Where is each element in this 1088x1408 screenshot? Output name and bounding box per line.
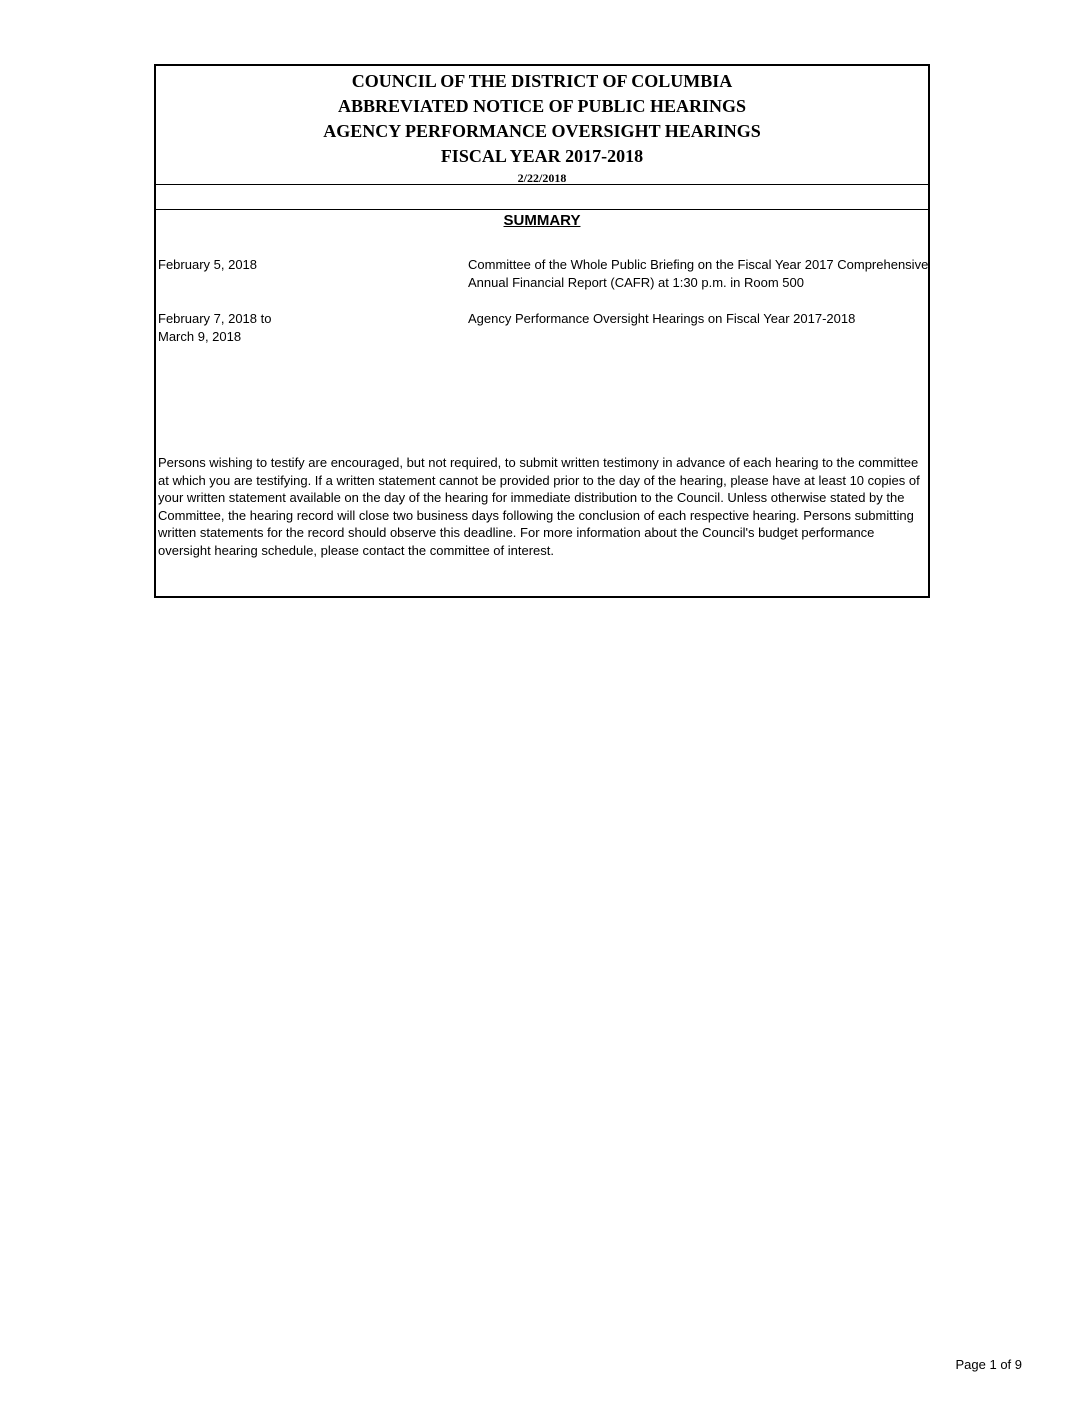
title-hearings: AGENCY PERFORMANCE OVERSIGHT HEARINGS — [323, 121, 761, 141]
title-notice: ABBREVIATED NOTICE OF PUBLIC HEARINGS — [337, 96, 747, 116]
summary-divider — [156, 209, 928, 210]
page-number: Page 1 of 9 — [955, 1357, 1022, 1372]
summary-row-date: February 5, 2018 — [158, 257, 258, 272]
summary-row-date: February 7, 2018 to March 9, 2018 — [158, 311, 272, 344]
testimony-notice-paragraph: Persons wishing to testify are encouraged, but not required, to submit written testimony in advance of each hearing to the committee at which you are testifying. If a written statement cannot be provided prior to the day of the hearing, please have at least 10 copies of your written statement available on the day of the hearing for immediate distribution to the Council. Unless otherwise stated by the Committee, the hearing record will close two business days following the conclusion of each respective hearing. Persons submitting written statements for the record should observe this deadline. For more information about the Council's budget performance oversight hearing schedule, please contact the committee of interest. — [158, 455, 920, 558]
notice-box — [154, 64, 930, 598]
document-date: 2/22/2018 — [517, 171, 567, 185]
title-council: COUNCIL OF THE DISTRICT OF COLUMBIA — [351, 71, 733, 91]
summary-row-description: Agency Performance Oversight Hearings on Fiscal Year 2017-2018 — [468, 311, 856, 326]
summary-row-description: Committee of the Whole Public Briefing on the Fiscal Year 2017 Comprehensive Annual Financial Report (CAFR) at 1:30 p.m. in Room 500 — [468, 257, 929, 290]
summary-heading: SUMMARY — [503, 212, 581, 229]
document-header — [156, 66, 928, 186]
header-divider — [156, 184, 928, 185]
title-fiscal-year: FISCAL YEAR 2017-2018 — [440, 146, 644, 166]
